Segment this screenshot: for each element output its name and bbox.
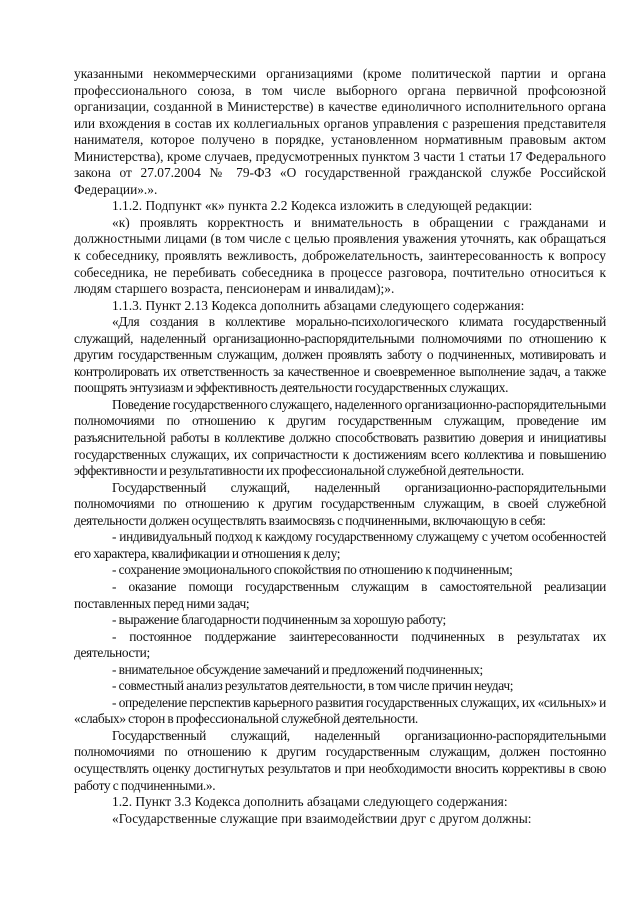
paragraph-1-1-3: 1.1.3. Пункт 2.13 Кодекса дополнить абзацами следующего содержания: bbox=[112, 297, 525, 313]
paragraph-1-2: 1.2. Пункт 3.3 Кодекса дополнить абзацами следующего содержания: bbox=[112, 794, 508, 810]
list-item-analysis: - совместный анализ результатов деятельности, в том числе причин неудач; bbox=[112, 678, 514, 694]
list-item-assistance: - оказание помощи государственным служащим в самостоятельной реализации поставленных перед ними задач; bbox=[74, 578, 606, 611]
list-item-discussion: - внимательное обсуждение замечаний и предложений подчиненных; bbox=[112, 661, 483, 677]
list-item-career: - определение перспектив карьерного развития государственных служащих, их «сильных» и «слабых» сторон в профессиональной служебной деятельности. bbox=[74, 694, 606, 727]
list-item-interest: - постоянное поддержание заинтересованности подчиненных в результатах их деятельности; bbox=[74, 628, 606, 661]
paragraph-behavior: Поведение государственного служащего, наделенного организационно-распорядительными полномочиями по отношению к другим государственным служащим, проведение им разъяснительной работы в коллективе должно способствовать развитию доверия и инициативы государственных служащих, их сопричастности к достижениям всего коллектива и повышению эффективности и результативности их профессиональной служебной деятельности. bbox=[74, 396, 606, 479]
list-item-calm: - сохранение эмоционального спокойствия по отношению к подчиненным; bbox=[112, 562, 513, 578]
list-item-gratitude: - выражение благодарности подчиненным за хорошую работу; bbox=[112, 612, 446, 628]
paragraph-quote-k: «к) проявлять корректность и внимательность в обращении с гражданами и должностными лицами (в том числе с целью проявления уважения уточнять, как обращаться к собеседнику, проявлять вежливость, доброжелательность, заинтересованность к вопросу собеседника, не перебивать собеседника в процессе разговора, почтительно относиться к людям старшего возраста, пенсионерам и инвалидам);». bbox=[74, 214, 606, 297]
paragraph-climate: «Для создания в коллективе морально-психологического климата государственный служащий, наделенный организационно-распорядительными полномочиями по отношению к другим государственным служащим, должен проявлять заботу о подчиненных, мотивировать и контролировать их ответственность за качественное и своевременное выполнение задач, а также поощрять энтузиазм и эффективность деятельности государственных служащих. bbox=[74, 314, 606, 396]
paragraph-relationship: Государственный служащий, наделенный организационно-распорядительными полномочиями по отношению к другим государственным служащим, в своей служебной деятельности должен осуществлять взаимосвязь с подчиненными, включающую в себя: bbox=[74, 479, 606, 528]
list-item-individual-approach: - индивидуальный подход к каждому государственному служащему с учетом особенностей его характера, квалификации и отношения к делу; bbox=[74, 529, 606, 561]
document-page bbox=[74, 66, 606, 827]
paragraph-continuation: указанными некоммерческими организациями (кроме политической партии и органа профессионального союза, в том числе выборного органа первичной профсоюзной организации, созданной в Министерстве) в качестве единоличного исполнительного органа или вхождения в состав их коллегиальных органов управления с разрешения представителя нанимателя, которое получено в порядке, установленном нормативным правовым актом Министерства), кроме случаев, предусмотренных пунктом 3 части 1 статьи 17 Федерального закона от 27.07.2004 № 79-ФЗ «О государственной гражданской службе Российской Федерации».». bbox=[74, 66, 606, 197]
paragraph-interaction: «Государственные служащие при взаимодействии друг с другом должны: bbox=[112, 810, 532, 826]
paragraph-1-1-2: 1.1.2. Подпункт «к» пункта 2.2 Кодекса изложить в следующей редакции: bbox=[112, 198, 533, 214]
paragraph-evaluation: Государственный служащий, наделенный организационно-распорядительными полномочиями по отношению к другим государственным служащим, должен постоянно осуществлять оценку достигнутых результатов и при необходимости вносить коррективы в свою работу с подчиненными.». bbox=[74, 727, 606, 793]
